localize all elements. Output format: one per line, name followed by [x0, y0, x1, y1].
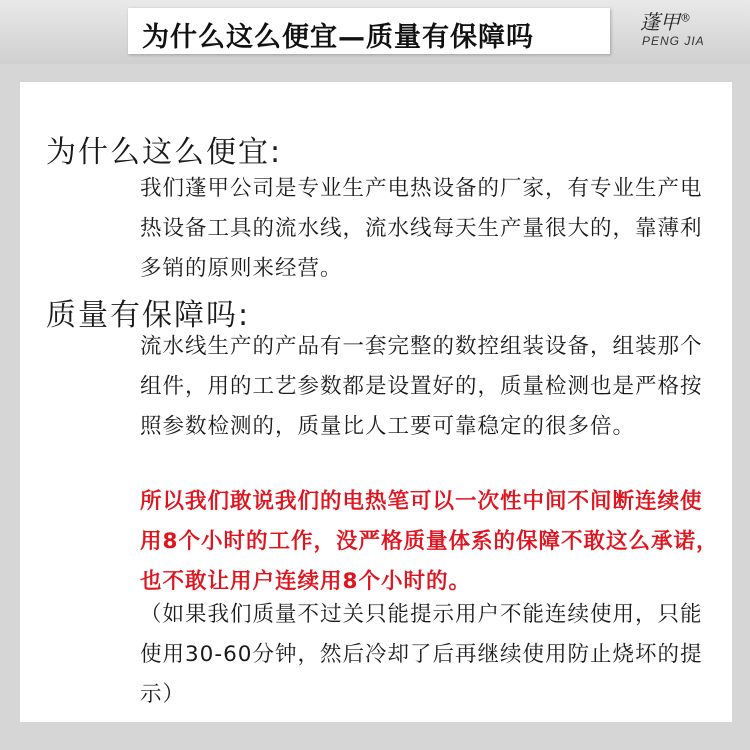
- quality-guarantee-highlight: 所以我们敢说我们的电热笔可以一次性中间不间断连续使用8个小时的工作，没严格质量体系的保障不敢这么承诺，也不敢让用户连续用8个小时的。: [140, 489, 719, 594]
- registered-mark: ®: [680, 11, 691, 25]
- logo-mark: [640, 6, 691, 35]
- title-box: [128, 8, 610, 54]
- brand-logo: [640, 6, 740, 58]
- logo-mark-text: 蓬甲: [640, 10, 680, 34]
- content-panel: [20, 82, 732, 722]
- usage-note: （如果我们质量不过关只能提示用户不能连续使用，只能使用30-60分钟，然后冷却了后再继续使用防止烧坏的提示）: [140, 602, 703, 707]
- section-body-quality: 流水线生产的产品有一套完整的数控组装设备，组装那个组件，用的工艺参数都是设置好的，质量检测也是严格按照参数检测的，质量比人工要可靠稳定的很多倍。: [140, 334, 703, 439]
- section-body-price: 我们蓬甲公司是专业生产电热设备的厂家，有专业生产电热设备工具的流水线，流水线每天生产量很大的，靠薄利多销的原则来经营。: [140, 176, 703, 281]
- page-title: 为什么这么便宜—质量有保障吗: [142, 22, 534, 53]
- section-heading-price: 为什么这么便宜:: [46, 135, 283, 170]
- header-bar: [0, 0, 750, 64]
- logo-subtitle: PENG JIA: [642, 34, 705, 48]
- section-heading-quality: 质量有保障吗:: [46, 298, 251, 333]
